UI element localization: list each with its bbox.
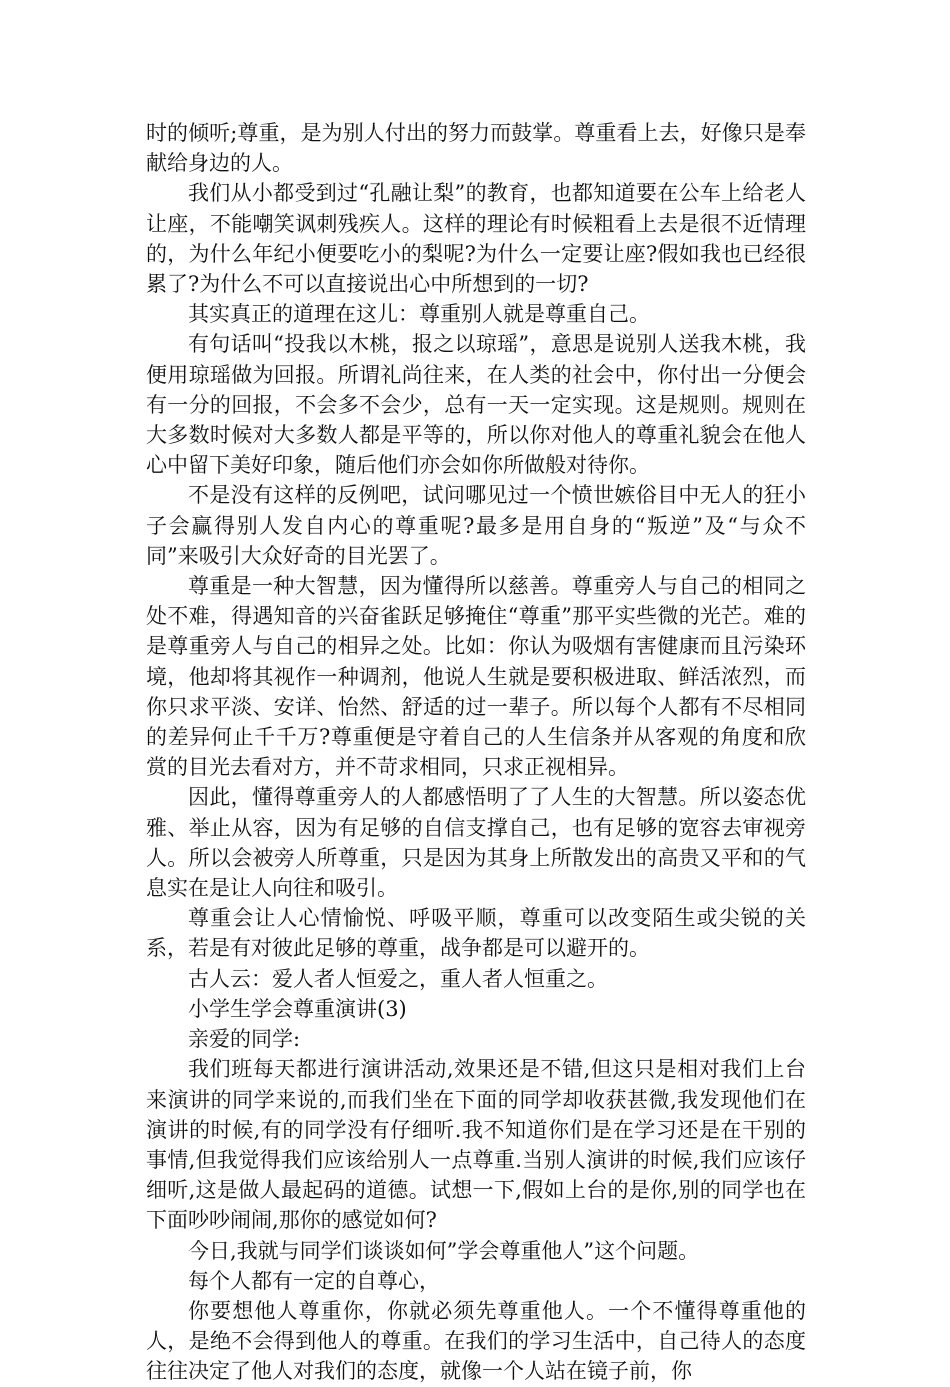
- paragraph: 其实真正的道理在这儿：尊重别人就是尊重自己。: [188, 302, 650, 327]
- paragraph: 古人云：爱人者人恒爱之，重人者人恒重之。: [188, 966, 608, 991]
- paragraph: 因此，懂得尊重旁人的人都感悟明了了人生的大智慧。所以姿态优雅、举止从容，因为有足够的自信支撑自己，也有足够的宽容去审视旁人。所以会被旁人所尊重，只是因为其身上所散发出的高贵又平和的气息实在是让人向往和吸引。: [146, 785, 806, 901]
- paragraph: 尊重会让人心情愉悦、呼吸平顺，尊重可以改变陌生或尖锐的关系，若是有对彼此足够的尊重，战争都是可以避开的。: [146, 906, 806, 961]
- paragraph: 你要想他人尊重你，你就必须先尊重他人。一个不懂得尊重他的人，是绝不会得到他人的尊重。在我们的学习生活中，自己待人的态度往往决定了他人对我们的态度，就像一个人站在镜子前，你: [146, 1298, 806, 1384]
- paragraph: 不是没有这样的反例吧，试问哪见过一个愤世嫉俗目中无人的狂小子会赢得别人发自内心的尊重呢?最多是用自身的“叛逆”及“与众不同”来吸引大众好奇的目光罢了。: [146, 483, 806, 568]
- paragraph: 时的倾听;尊重，是为别人付出的努力而鼓掌。尊重看上去，好像只是奉献给身边的人。: [146, 121, 806, 176]
- paragraph: 有句话叫“投我以木桃，报之以琼瑶”，意思是说别人送我木桃，我便用琼瑶做为回报。所谓礼尚往来，在人类的社会中，你付出一分便会有一分的回报，不会多不会少，总有一天一定实现。这是规则。规则在大多数时候对大多数人都是平等的，所以你对他人的尊重礼貌会在他人心中留下美好印象，随后他们亦会如你所做般对待你。: [146, 332, 806, 478]
- paragraph: 尊重是一种大智慧，因为懂得所以慈善。尊重旁人与自己的相同之处不难，得遇知音的兴奋雀跃足够掩住“尊重”那平实些微的光芒。难的是尊重旁人与自己的相异之处。比如：你认为吸烟有害健康而且污染环境，他却将其视作一种调剂，他说人生就是要积极进取、鲜活浓烈，而你只求平淡、安详、怡然、舒适的过一辈子。所以每个人都有不尽相同的差异何止千千万?尊重便是守着自己的人生信条并从客观的角度和欣赏的目光去看对方，并不苛求相同，只求正视相异。: [146, 574, 806, 780]
- document-body: [146, 118, 806, 1387]
- paragraph: 我们从小都受到过“孔融让梨”的教育，也都知道要在公车上给老人让座，不能嘲笑讽刺残疾人。这样的理论有时候粗看上去是很不近情理的，为什么年纪小便要吃小的梨呢?为什么一定要让座?假如我也已经很累了?为什么不可以直接说出心中所想到的一切?: [146, 181, 806, 297]
- paragraph: 我们班每天都进行演讲活动,效果还是不错,但这只是相对我们上台来演讲的同学来说的,而我们坐在下面的同学却收获甚微,我发现他们在演讲的时候,有的同学没有仔细听.我不知道你们是在学习还是在干别的事情,但我觉得我们应该给别人一点尊重.当别人演讲的时候,我们应该仔细听,这是做人最起码的道德。试想一下,假如上台的是你,别的同学也在下面吵吵闹闹,那你的感觉如何?: [146, 1057, 806, 1233]
- section-heading: 小学生学会尊重演讲(3): [188, 996, 407, 1021]
- paragraph: 今日,我就与同学们谈谈如何”学会尊重他人”这个问题。: [188, 1238, 700, 1263]
- salutation: 亲爱的同学:: [188, 1027, 301, 1052]
- paragraph: 每个人都有一定的自尊心，: [188, 1268, 440, 1293]
